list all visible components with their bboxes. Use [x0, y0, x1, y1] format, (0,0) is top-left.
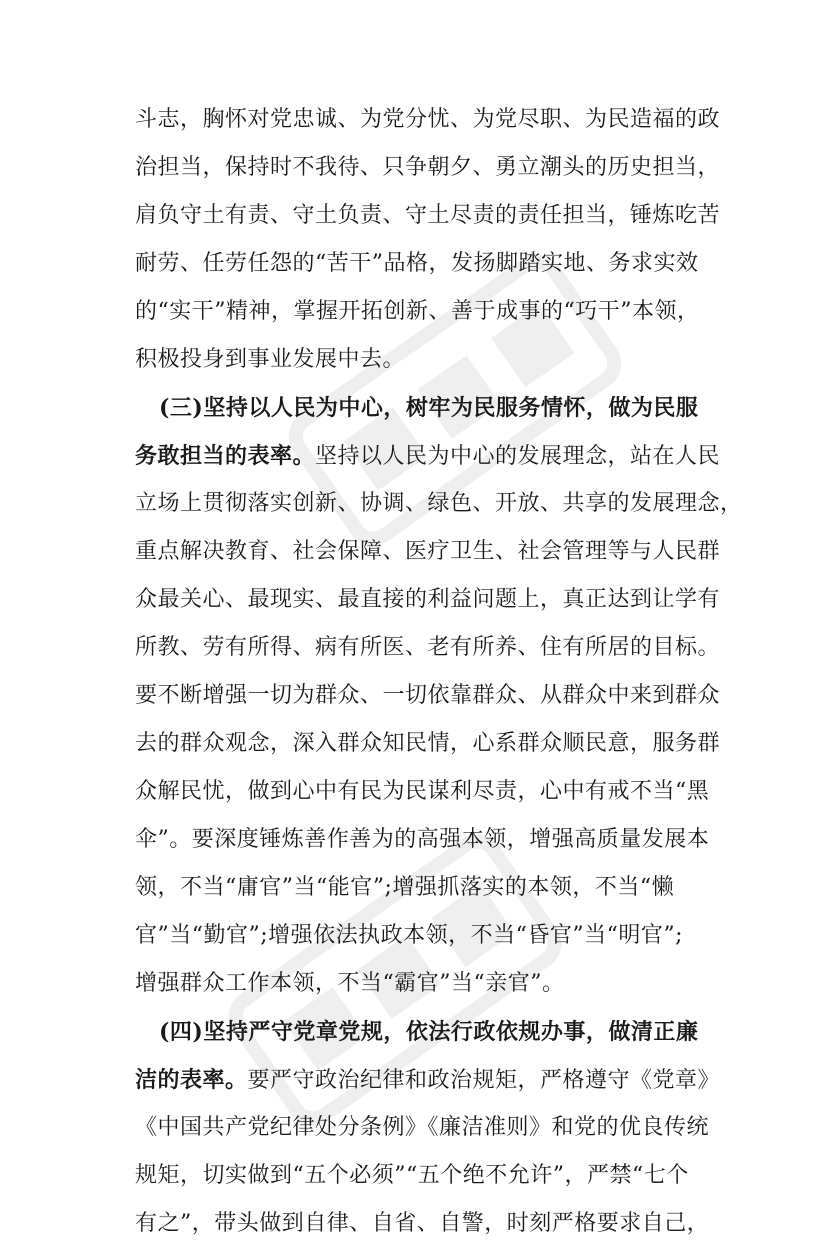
- text-line: 要不断增强一切为群众、一切依靠群众、从群众中来到群众: [135, 683, 721, 708]
- text-line: 肩负守土有责、守土负责、守土尽责的责任担当，锤炼吃苦: [135, 203, 721, 228]
- section-heading-text: (三)坚持以人民为中心，树牢为民服务情怀，做为民服: [159, 395, 699, 421]
- text-line: 有之”，带头做到自律、自省、自警，时刻严格要求自己，: [135, 1211, 710, 1236]
- section-heading: [135, 1008, 705, 1056]
- section-heading-text: 务敢担当的表率。: [135, 443, 316, 469]
- text-line: 斗志，胸怀对党忠诚、为党分忧、为党尽职、为民造福的政: [135, 107, 721, 132]
- text-line: [135, 432, 721, 480]
- text-line: 增强群众工作本领，不当“霸官”当“亲官”。: [135, 971, 565, 996]
- text-line: 治担当，保持时不我待、只争朝夕、勇立潮头的历史担当，: [135, 155, 721, 180]
- text-line: 官”当“勤官”;增强依法执政本领，不当“昏官”当“明官”;: [135, 923, 684, 948]
- text-line: 积极投身到事业发展中去。: [135, 347, 406, 372]
- section-heading-text: (四)坚持严守党章党规，依法行政依规办事，做清正廉: [159, 1019, 699, 1045]
- document-body: [135, 96, 743, 1248]
- text-line: [135, 1056, 721, 1104]
- text-line: 规矩，切实做到“五个必须”“五个绝不允许”，严禁“七个: [135, 1163, 689, 1188]
- text-line: 重点解决教育、社会保障、医疗卫生、社会管理等与人民群: [135, 539, 721, 564]
- text-line: 所教、劳有所得、病有所医、老有所养、住有所居的目标。: [135, 635, 721, 660]
- text-line: 领，不当“庸官”当“能官”;增强抓落实的本领，不当“懒: [135, 875, 675, 900]
- text-line: 众最关心、最现实、最直接的利益问题上，真正达到让学有: [135, 587, 721, 612]
- section-heading: [135, 384, 705, 432]
- text-span: 要严守政治纪律和政治规矩，严格遵守《党章》: [247, 1068, 721, 1093]
- text-line: 耐劳、任劳任怨的“苦干”品格，发扬脚踏实地、务求实效: [135, 251, 699, 276]
- text-span: 坚持以人民为中心的发展理念，站在人民: [315, 444, 721, 469]
- text-line: 去的群众观念，深入群众知民情，心系群众顺民意，服务群: [135, 731, 721, 756]
- text-line: 立场上贯彻落实创新、协调、绿色、开放、共享的发展理念，: [135, 491, 743, 516]
- text-line: 众解民忧，做到心中有民为民谋利尽责，心中有戒不当“黑: [135, 779, 710, 804]
- text-line: 《中国共产党纪律处分条例》《廉洁准则》和党的优良传统: [135, 1115, 710, 1140]
- text-line: 的“实干”精神，掌握开拓创新、善于成事的“巧干”本领，: [135, 299, 700, 324]
- section-heading-text: 洁的表率。: [135, 1067, 248, 1093]
- text-line: 伞”。要深度锤炼善作善为的高强本领，增强高质量发展本: [135, 827, 710, 852]
